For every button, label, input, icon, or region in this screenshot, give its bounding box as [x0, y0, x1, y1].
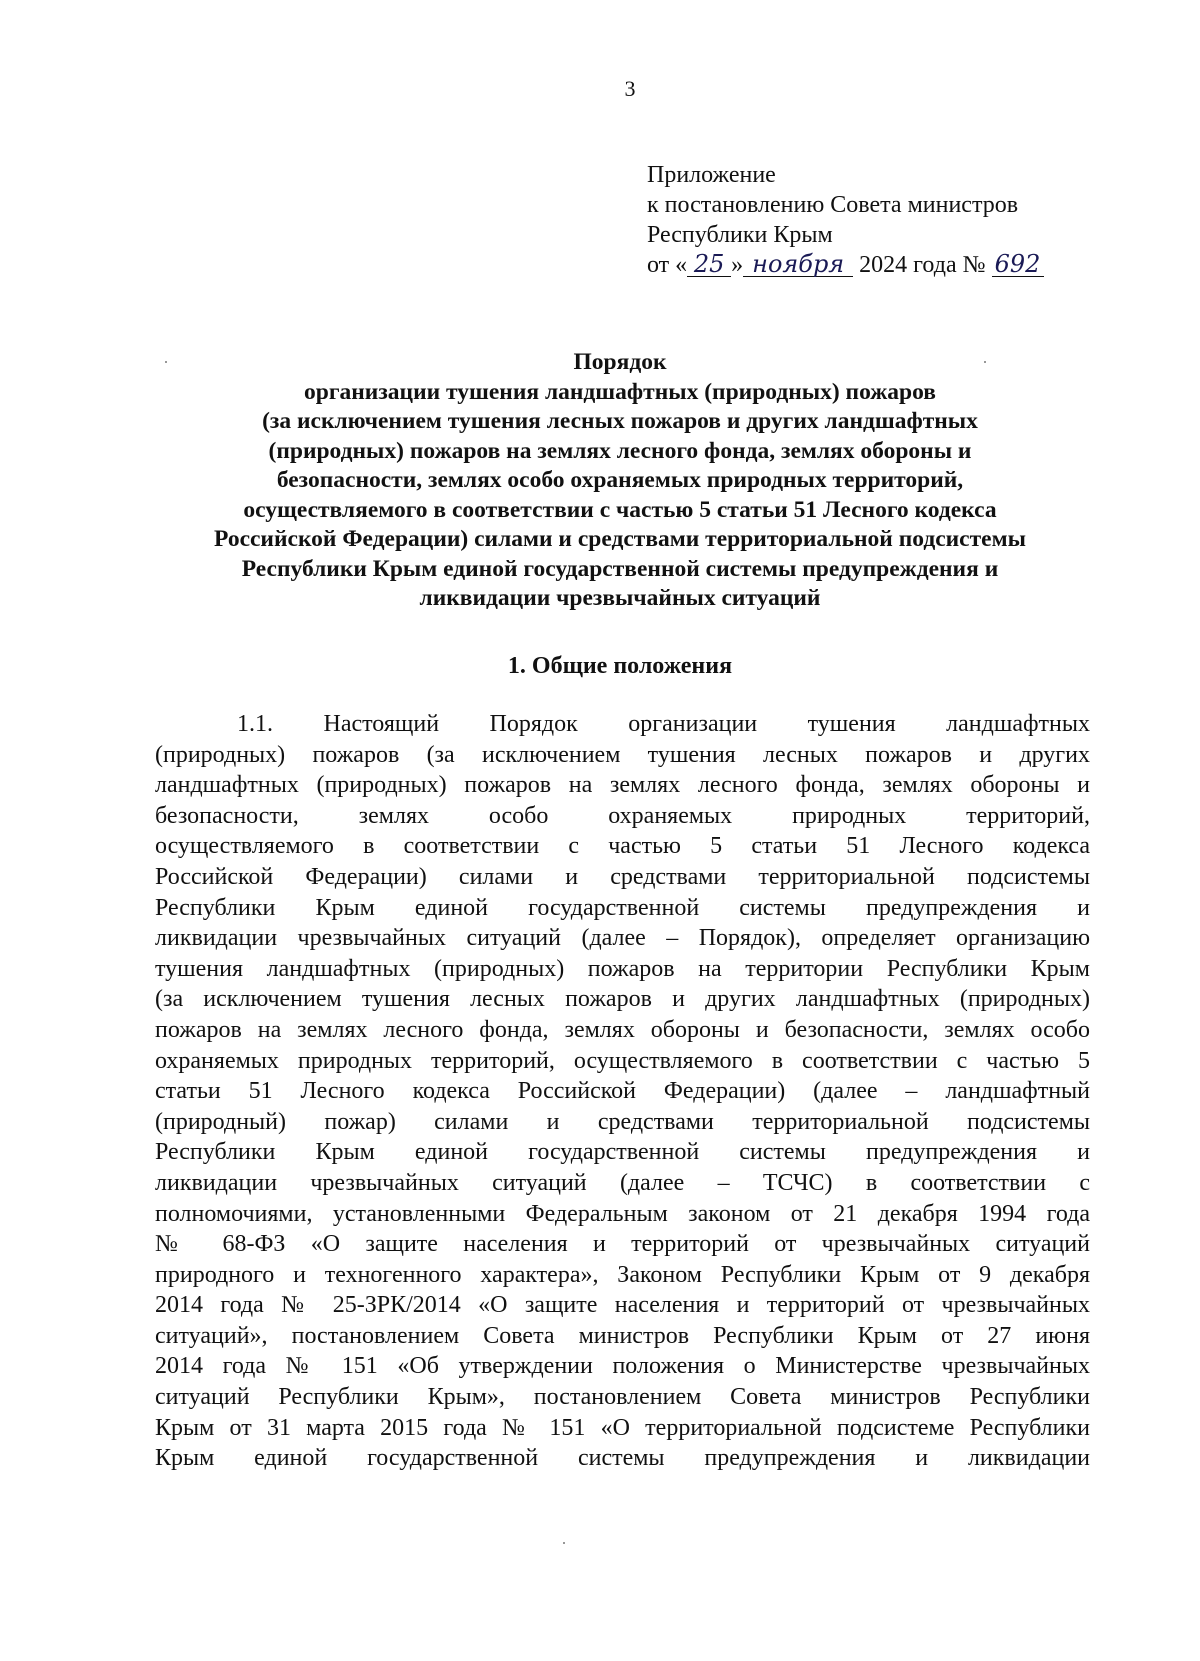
paragraph-line: осуществляемого в соответствии с частью 5 статьи 51 Лесного кодекса: [155, 833, 1090, 860]
title-line: Порядок: [573, 349, 667, 375]
paragraph-line: № 68-ФЗ «О защите населения и территорий от чрезвычайных ситуаций: [155, 1231, 1090, 1258]
paragraph-line: безопасности, землях особо охраняемых природных территорий,: [155, 802, 1090, 829]
date-mid: »: [731, 252, 744, 278]
appendix-header: [647, 160, 1044, 280]
section-heading: 1. Общие положения: [507, 653, 733, 679]
appendix-date-line: [647, 250, 1044, 280]
paragraph-line: (за исключением тушения лесных пожаров и других ландшафтных (природных): [155, 986, 1090, 1013]
paragraph-line: Крым единой государственной системы предупреждения и ликвидации: [155, 1445, 1090, 1472]
paragraph-line: тушения ландшафтных (природных) пожаров на территории Республики Крым: [155, 955, 1090, 982]
paragraph-line: (природных) пожаров (за исключением тушения лесных пожаров и других: [155, 741, 1090, 768]
paragraph-line: Республики Крым единой государственной системы предупреждения и: [155, 894, 1090, 921]
paragraph-line: ликвидации чрезвычайных ситуаций (далее – ТСЧС) в соответствии с: [155, 1169, 1090, 1196]
scan-speck: [563, 1542, 565, 1544]
paragraph-line: Республики Крым единой государственной системы предупреждения и: [155, 1139, 1090, 1166]
page-number: 3: [624, 76, 636, 101]
date-prefix: от «: [647, 252, 688, 278]
paragraph-line: ситуаций», постановлением Совета министров Республики Крым от 27 июня: [155, 1322, 1090, 1349]
paragraph-line: пожаров на землях лесного фонда, землях обороны и безопасности, землях особо: [155, 1016, 1090, 1043]
title-line: Республики Крым единой государственной системы предупреждения и: [241, 555, 999, 582]
title-line: (за исключением тушения лесных пожаров и других ландшафтных: [262, 408, 978, 434]
appendix-line-3: Республики Крым: [647, 222, 833, 248]
title-line: организации тушения ландшафтных (природных) пожаров: [304, 378, 936, 405]
paragraph-line: природного и техногенного характера», Законом Республики Крым от 9 декабря: [155, 1261, 1090, 1288]
paragraph-line: 2014 года № 151 «Об утверждении положения о Министерстве чрезвычайных: [155, 1353, 1090, 1380]
title-line: Российской Федерации) силами и средствами территориальной подсистемы: [214, 526, 1026, 552]
handwritten-number: 692: [992, 252, 1044, 277]
title-line: осуществляемого в соответствии с частью 5 статьи 51 Лесного кодекса: [243, 496, 997, 523]
title-line: ликвидации чрезвычайных ситуаций: [419, 585, 821, 611]
scan-speck: [984, 361, 986, 363]
paragraph-line: полномочиями, установленными Федеральным законом от 21 декабря 1994 года: [155, 1200, 1090, 1227]
document-title: [150, 348, 1090, 614]
paragraph-line: 1.1. Настоящий Порядок организации тушения ландшафтных: [237, 711, 1090, 737]
paragraph-line: ситуаций Республики Крым», постановлением Совета министров Республики: [155, 1384, 1090, 1411]
handwritten-day: 25: [687, 252, 731, 277]
date-year: 2024 года №: [853, 252, 992, 278]
paragraph-line: Российской Федерации) силами и средствами территориальной подсистемы: [155, 863, 1090, 890]
paragraph-line: ликвидации чрезвычайных ситуаций (далее – Порядок), определяет организацию: [155, 925, 1090, 952]
title-line: (природных) пожаров на землях лесного фонда, землях обороны и: [268, 437, 972, 464]
paragraph-line: статьи 51 Лесного кодекса Российской Федерации) (далее – ландшафтный: [155, 1078, 1090, 1105]
paragraph-line: охраняемых природных территорий, осуществляемого в соответствии с частью 5: [155, 1047, 1090, 1074]
paragraph-line: 2014 года № 25-ЗРК/2014 «О защите населения и территорий от чрезвычайных: [155, 1292, 1090, 1319]
title-line: безопасности, землях особо охраняемых природных территорий,: [276, 467, 964, 493]
paragraph-line: (природный) пожар) силами и средствами территориальной подсистемы: [155, 1108, 1090, 1135]
scan-speck: [165, 361, 167, 363]
handwritten-month: ноября: [743, 252, 853, 277]
appendix-line-2: к постановлению Совета министров: [647, 192, 1019, 218]
paragraph-line: ландшафтных (природных) пожаров на землях лесного фонда, землях обороны и: [155, 772, 1090, 799]
paragraph-line: Крым от 31 марта 2015 года № 151 «О территориальной подсистеме Республики: [155, 1414, 1090, 1441]
appendix-line-1: Приложение: [647, 162, 776, 188]
paragraph-1-1: [155, 709, 1090, 1474]
